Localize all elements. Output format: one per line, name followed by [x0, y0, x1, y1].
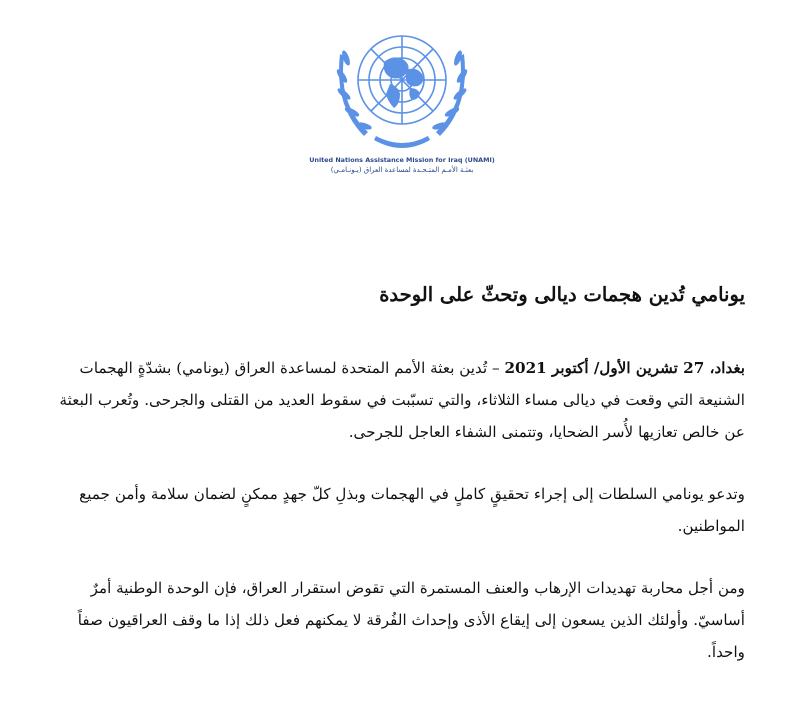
- paragraph-1: [38, 352, 745, 448]
- paragraph-3: ومن أجل محاربة تهديدات الإرهاب والعنف المستمرة التي تقوض استقرار العراق، فإن الوحدة الوطنية أمرٌ أساسيّ. وأولئك الذين يسعون إلى إيقاع الأذى وإحداث الفُرقة لا يمكنهم فعل ذلك إذا ما وقف العراقيون صفاً واحداً.: [77, 579, 745, 661]
- dateline: بغداد، 27 تشرين الأول/ أكتوبر 2021: [504, 359, 745, 377]
- paragraph-1-text: – تُدين بعثة الأمم المتحدة لمساعدة العراق (يونامي) بشدّةٍ الهجمات الشنيعة التي وقعت في ديالى مساء الثلاثاء، والتي تسبّبت في سقوط العديد من القتلى والجرحى. وتُعرب البعثة عن خالص تعازيها لأُسر الضحايا، وتتمنى الشفاء العاجل للجرحى.: [59, 359, 745, 441]
- org-name-ar: بعثـة الأمـم المتـحـدة لمساعدة العراق (يـونـامـي): [330, 166, 474, 174]
- paragraph-2: وتدعو يونامي السلطات إلى إجراء تحقيقٍ كاملٍ في الهجمات وبذلِ كلّ جهدٍ ممكنٍ لضمان سلامة وأمن جميع المواطنين.: [79, 485, 745, 535]
- un-emblem-icon: [306, 18, 498, 154]
- unami-logo: [296, 18, 508, 178]
- org-name-en: United Nations Assistance Mission for Iraq (UNAMI): [309, 156, 495, 164]
- article-title: يونامي تُدين هجمات ديالى وتحثّ على الوحدة: [379, 283, 745, 306]
- press-release: [38, 278, 745, 668]
